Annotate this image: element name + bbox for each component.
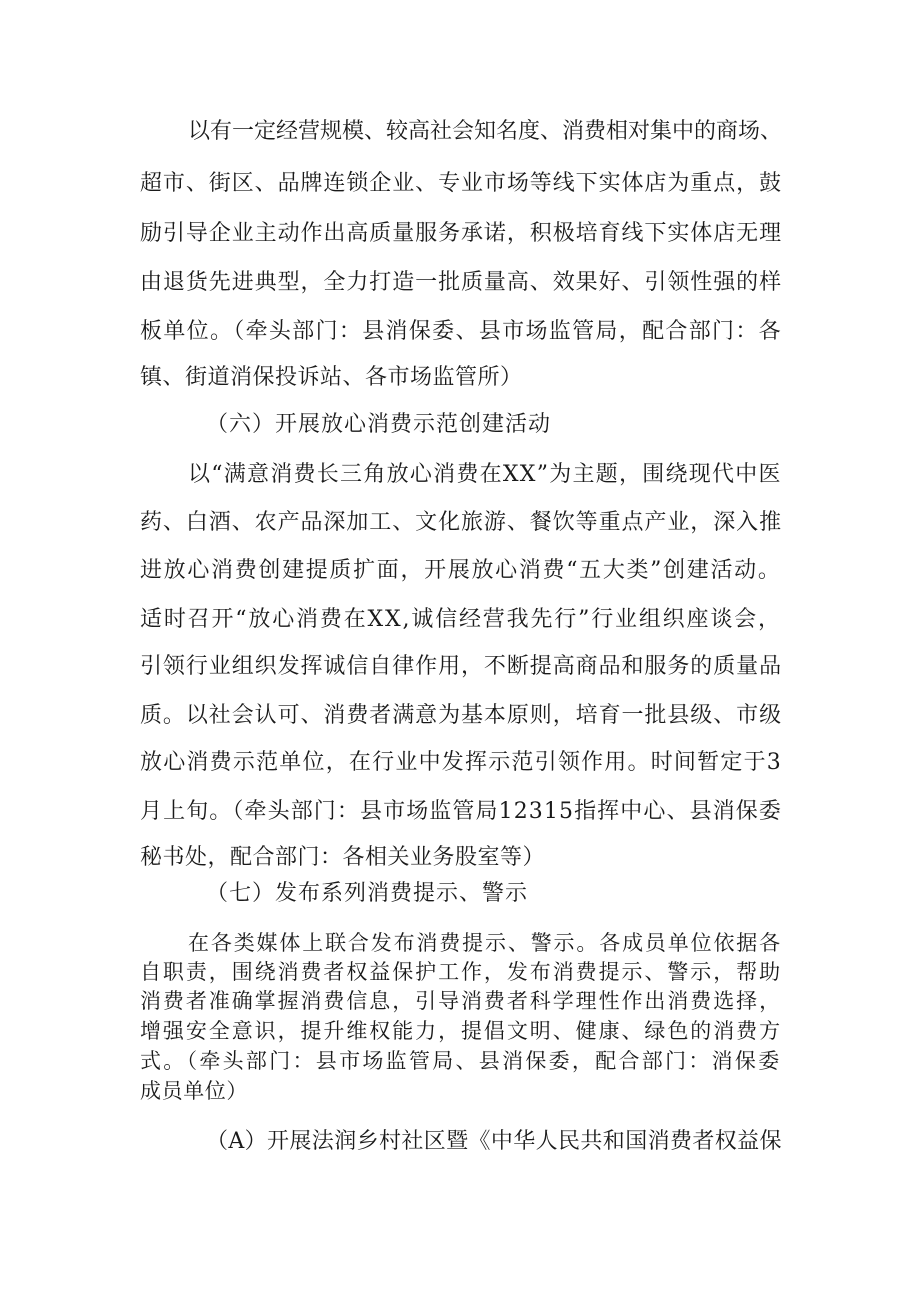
text-line: 镇、街道消保投诉站、各市场监管所）	[140, 365, 523, 390]
text-line: 质。以社会认可、消费者满意为基本原则，培育一批县级、市级	[140, 703, 783, 728]
text-line: 进放心消费创建提质扩面，开展放心消费“五大类”创建活动。	[140, 558, 782, 583]
text-line: 消费者准确掌握消费信息，引导消费者科学理性作出消费选择，	[140, 989, 782, 1013]
section-heading: （六）开展放心消费示范创建活动	[206, 412, 552, 437]
text-line: 成员单位）	[140, 1079, 248, 1103]
text-line: 放心消费示范单位，在行业中发挥示范引领作用。时间暂定于3	[140, 750, 782, 775]
text-line: 超市、街区、品牌连锁企业、专业市场等线下实体店为重点，鼓	[140, 171, 783, 196]
text-line: 励引导企业主动作出高质量服务承诺，积极培育线下实体店无理	[140, 221, 783, 246]
text-line: 由退货先进典型，全力打造一批质量高、效果好、引领性强的样	[140, 270, 783, 295]
text-line: 药、白酒、农产品深加工、文化旅游、餐饮等重点产业，深入推	[140, 510, 783, 535]
text-line: 引领行业组织发挥诚信自律作用，不断提高商品和服务的质量品	[140, 654, 783, 679]
text-line: 以“满意消费长三角放心消费在XX”为主题，围绕现代中医	[188, 462, 782, 487]
text-line: 式。（牵头部门：县市场监管局、县消保委，配合部门：消保委	[140, 1049, 782, 1073]
text-line: 秘书处，配合部门：各相关业务股室等）	[140, 845, 546, 870]
text-line: 月上旬。（牵头部门：县市场监管局12315指挥中心、县消保委	[140, 799, 782, 824]
text-line: 适时召开“放心消费在XX,诚信经营我先行”行业组织座谈会，	[140, 607, 782, 632]
text-line: 增强安全意识，提升维权能力，提倡文明、健康、绿色的消费方	[140, 1019, 782, 1043]
section-heading: （A）开展法润乡村社区暨《中华人民共和国消费者权益保	[206, 1129, 782, 1154]
text-line: 自职责，围绕消费者权益保护工作，发布消费提示、警示，帮助	[140, 960, 782, 984]
section-heading: （七）发布系列消费提示、警示	[206, 881, 529, 906]
text-line: 板单位。（牵头部门：县消保委、县市场监管局，配合部门：各	[140, 319, 783, 344]
text-line: 以有一定经营规模、较高社会知名度、消费相对集中的商场、	[188, 119, 783, 144]
text-line: 在各类媒体上联合发布消费提示、警示。各成员单位依据各	[188, 931, 782, 955]
